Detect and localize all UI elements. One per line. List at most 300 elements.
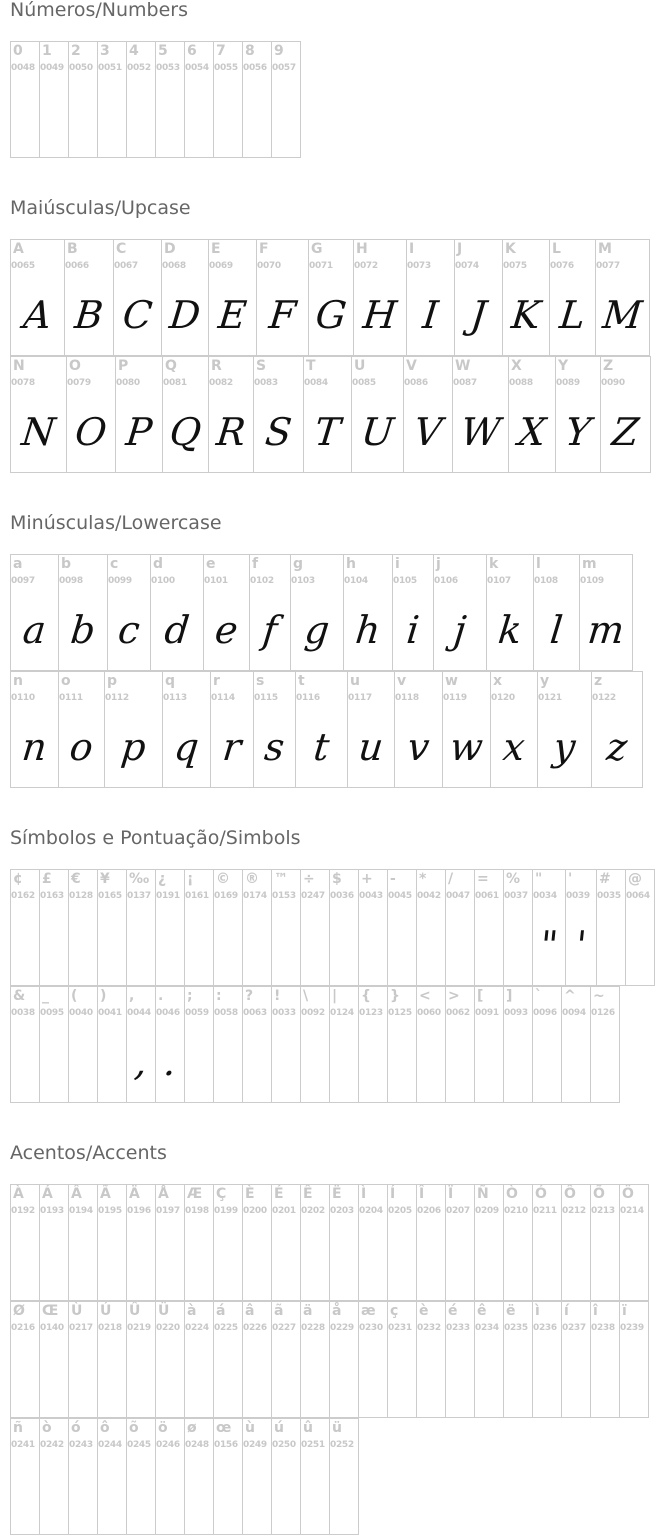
- glyph-cell: [561, 986, 591, 1103]
- glyph-character: k: [489, 556, 499, 572]
- glyph-character: o: [61, 673, 71, 689]
- glyph-character: R: [211, 358, 222, 374]
- glyph-code: 0074: [455, 261, 479, 271]
- glyph-cell: [249, 554, 291, 671]
- glyph-code: 0156: [214, 1440, 238, 1450]
- glyph-character: ¿: [158, 871, 167, 887]
- glyph-character: j: [436, 556, 441, 572]
- glyph-code: 0194: [69, 1206, 93, 1216]
- glyph-character: Z: [603, 358, 614, 374]
- glyph-cell: [474, 1184, 504, 1301]
- glyph-character: õ: [129, 1420, 139, 1436]
- glyph-cell: [445, 1184, 475, 1301]
- glyph-preview: U: [359, 410, 396, 454]
- glyph-cell: [537, 671, 592, 788]
- glyph-character: æ: [361, 1303, 376, 1319]
- glyph-character: u: [350, 673, 360, 689]
- glyph-cell: [303, 356, 352, 473]
- glyph-code: 0198: [185, 1206, 209, 1216]
- glyph-preview: Z: [609, 410, 642, 454]
- glyph-code: 0104: [344, 576, 368, 586]
- glyph-cell: [97, 869, 127, 986]
- glyph-cell: [126, 986, 156, 1103]
- glyph-cell: [39, 1184, 69, 1301]
- glyph-character: ê: [477, 1303, 487, 1319]
- glyph-character: h: [346, 556, 356, 572]
- glyph-preview: C: [120, 293, 155, 337]
- glyph-preview: P: [123, 410, 155, 454]
- glyph-cell: [213, 41, 243, 158]
- glyph-character: l: [536, 556, 541, 572]
- glyph-cell: [486, 554, 534, 671]
- glyph-cell: [113, 239, 162, 356]
- glyph-row: [10, 1184, 648, 1301]
- section-title: Minúsculas/Lowercase: [10, 512, 222, 534]
- glyph-cell: [403, 356, 453, 473]
- glyph-preview: J: [468, 293, 489, 337]
- glyph-cell: [329, 986, 359, 1103]
- glyph-code: 0089: [556, 378, 580, 388]
- glyph-code: 0250: [272, 1440, 296, 1450]
- glyph-preview: L: [557, 293, 588, 337]
- glyph-cell: [271, 1418, 301, 1535]
- glyph-preview: q: [172, 725, 201, 769]
- glyph-code: 0137: [127, 891, 151, 901]
- glyph-cell: [66, 356, 116, 473]
- glyph-code: 0212: [562, 1206, 586, 1216]
- glyph-cell: [162, 671, 211, 788]
- glyph-cell: [416, 986, 446, 1103]
- glyph-row: [10, 239, 650, 356]
- glyph-cell: [155, 41, 185, 158]
- glyph-cell: [392, 554, 434, 671]
- glyph-code: 0248: [185, 1440, 209, 1450]
- glyph-code: 0199: [214, 1206, 238, 1216]
- glyph-character: ': [568, 871, 573, 887]
- glyph-character: ¢: [13, 871, 23, 887]
- glyph-character: Ñ: [477, 1186, 489, 1202]
- glyph-code: 0092: [301, 1008, 325, 1018]
- glyph-code: 0102: [250, 576, 274, 586]
- glyph-code: 0125: [388, 1008, 412, 1018]
- glyph-code: 0201: [272, 1206, 296, 1216]
- glyph-preview: N: [19, 410, 58, 454]
- glyph-character: s: [256, 673, 265, 689]
- glyph-character: Ù: [71, 1303, 83, 1319]
- glyph-character: A: [13, 241, 24, 257]
- glyph-character: ©: [216, 871, 230, 887]
- glyph-cell: [454, 239, 503, 356]
- glyph-grid: [10, 1184, 648, 1535]
- glyph-cell: [68, 1184, 98, 1301]
- glyph-code: 0036: [330, 891, 354, 901]
- glyph-cell: [184, 869, 214, 986]
- glyph-character: É: [274, 1186, 284, 1202]
- glyph-code: 0045: [388, 891, 412, 901]
- glyph-row: [10, 869, 654, 986]
- glyph-character: C: [116, 241, 127, 257]
- glyph-preview: I: [420, 293, 441, 337]
- glyph-code: 0033: [272, 1008, 296, 1018]
- glyph-character: Q: [165, 358, 177, 374]
- glyph-code: 0051: [98, 63, 122, 73]
- glyph-code: 0096: [533, 1008, 557, 1018]
- glyph-row: [10, 356, 650, 473]
- glyph-cell: [394, 671, 443, 788]
- glyph-character: 9: [274, 43, 284, 59]
- glyph-cell: [387, 986, 417, 1103]
- glyph-preview: T: [312, 410, 343, 454]
- glyph-code: 0111: [59, 693, 83, 703]
- glyph-code: 0040: [69, 1008, 93, 1018]
- glyph-code: 0084: [304, 378, 328, 388]
- glyph-code: 0123: [359, 1008, 383, 1018]
- glyph-character: 0: [13, 43, 23, 59]
- glyph-cell: [329, 1418, 359, 1535]
- glyph-cell: [39, 1301, 69, 1418]
- glyph-code: 0098: [59, 576, 83, 586]
- glyph-character: ^: [564, 988, 576, 1004]
- glyph-code: 0213: [591, 1206, 615, 1216]
- glyph-code: 0087: [453, 378, 477, 388]
- glyph-code: 0252: [330, 1440, 354, 1450]
- glyph-code: 0251: [301, 1440, 325, 1450]
- glyph-preview: H: [361, 293, 399, 337]
- glyph-cell: [126, 41, 156, 158]
- glyph-code: 0116: [296, 693, 320, 703]
- glyph-code: 0042: [417, 891, 441, 901]
- glyph-grid: [10, 554, 642, 788]
- glyph-cell: [416, 1301, 446, 1418]
- glyph-code: 0079: [67, 378, 91, 388]
- glyph-code: 0195: [98, 1206, 122, 1216]
- glyph-cell: [532, 869, 566, 986]
- glyph-character: œ: [216, 1420, 232, 1436]
- glyph-character: L: [552, 241, 561, 257]
- glyph-cell: [416, 869, 446, 986]
- glyph-cell: [253, 356, 304, 473]
- glyph-cell: [68, 41, 98, 158]
- glyph-preview: k: [496, 608, 524, 652]
- glyph-code: 0108: [534, 576, 558, 586]
- glyph-character: Ô: [564, 1186, 576, 1202]
- glyph-character: I: [409, 241, 415, 257]
- glyph-cell: [10, 671, 59, 788]
- glyph-cell: [39, 986, 69, 1103]
- glyph-character: ": [535, 871, 543, 887]
- glyph-preview: e: [212, 608, 241, 652]
- glyph-code: 0091: [475, 1008, 499, 1018]
- glyph-character: E: [211, 241, 221, 257]
- glyph-cell: [503, 1301, 533, 1418]
- section-title: Maiúsculas/Upcase: [10, 197, 191, 219]
- glyph-code: 0227: [272, 1323, 296, 1333]
- glyph-code: 0210: [504, 1206, 528, 1216]
- glyph-character: á: [216, 1303, 226, 1319]
- glyph-code: 0047: [446, 891, 470, 901]
- glyph-code: 0110: [11, 693, 35, 703]
- glyph-code: 0101: [204, 576, 228, 586]
- glyph-code: 0117: [348, 693, 372, 703]
- glyph-code: 0080: [116, 378, 140, 388]
- glyph-code: 0126: [591, 1008, 615, 1018]
- glyph-cell: [242, 986, 272, 1103]
- glyph-preview: f: [260, 608, 280, 652]
- glyph-cell: [351, 356, 404, 473]
- glyph-code: 0214: [620, 1206, 644, 1216]
- glyph-cell: [445, 986, 475, 1103]
- glyph-code: 0120: [491, 693, 515, 703]
- glyph-cell: [184, 1418, 214, 1535]
- glyph-preview: l: [548, 608, 565, 652]
- glyph-code: 0219: [127, 1323, 151, 1333]
- glyph-character: $: [332, 871, 342, 887]
- glyph-character: .: [158, 988, 164, 1004]
- glyph-character: G: [311, 241, 323, 257]
- glyph-cell: [474, 986, 504, 1103]
- glyph-character: Ö: [622, 1186, 634, 1202]
- glyph-preview: D: [167, 293, 203, 337]
- glyph-cell: [126, 1184, 156, 1301]
- glyph-code: 0075: [503, 261, 527, 271]
- glyph-preview: h: [353, 608, 383, 652]
- glyph-character: p: [107, 673, 118, 689]
- glyph-character: Û: [129, 1303, 141, 1319]
- glyph-cell: [300, 869, 330, 986]
- glyph-preview: A: [21, 293, 54, 337]
- glyph-cell: [347, 671, 395, 788]
- glyph-code: 0225: [214, 1323, 238, 1333]
- glyph-character: M: [598, 241, 612, 257]
- glyph-cell: [300, 1184, 330, 1301]
- glyph-cell: [155, 1418, 185, 1535]
- glyph-code: 0039: [566, 891, 590, 901]
- glyph-cell: [203, 554, 250, 671]
- glyph-character: P: [118, 358, 129, 374]
- glyph-character: m: [582, 556, 597, 572]
- glyph-preview: j: [451, 608, 469, 652]
- glyph-character: c: [110, 556, 119, 572]
- glyph-cell: [625, 869, 655, 986]
- glyph-code: 0086: [404, 378, 428, 388]
- glyph-code: 0063: [243, 1008, 267, 1018]
- glyph-code: 0078: [11, 378, 35, 388]
- glyph-character: g: [293, 556, 304, 572]
- glyph-code: 0203: [330, 1206, 354, 1216]
- glyph-preview: b: [68, 608, 98, 652]
- glyph-preview: m: [585, 608, 627, 652]
- glyph-cell: [358, 1184, 388, 1301]
- glyph-preview: u: [356, 725, 386, 769]
- glyph-cell: [184, 41, 214, 158]
- glyph-preview: a: [20, 608, 49, 652]
- glyph-character: [: [477, 988, 484, 1004]
- glyph-code: 0121: [538, 693, 562, 703]
- glyph-cell: [532, 1184, 562, 1301]
- glyph-cell: [126, 1301, 156, 1418]
- glyph-code: 0038: [11, 1008, 35, 1018]
- glyph-code: 0064: [626, 891, 650, 901]
- glyph-cell: [353, 239, 407, 356]
- glyph-character: ñ: [13, 1420, 23, 1436]
- glyph-preview: K: [509, 293, 543, 337]
- glyph-code: 0119: [443, 693, 467, 703]
- glyph-code: 0088: [509, 378, 533, 388]
- glyph-cell: [184, 986, 214, 1103]
- glyph-row: [10, 986, 654, 1103]
- glyph-code: 0243: [69, 1440, 93, 1450]
- glyph-code: 0236: [533, 1323, 557, 1333]
- glyph-character: T: [306, 358, 316, 374]
- glyph-character: ï: [622, 1303, 627, 1319]
- glyph-character: å: [332, 1303, 342, 1319]
- glyph-code: 0070: [257, 261, 281, 271]
- glyph-character: z: [594, 673, 603, 689]
- glyph-preview: Q: [167, 410, 204, 454]
- glyph-cell: [474, 869, 504, 986]
- glyph-character: Ã: [100, 1186, 111, 1202]
- glyph-cell: [300, 986, 330, 1103]
- glyph-code: 0046: [156, 1008, 180, 1018]
- glyph-code: 0247: [301, 891, 325, 901]
- glyph-code: 0062: [446, 1008, 470, 1018]
- glyph-cell: [10, 869, 40, 986]
- glyph-cell: [68, 1301, 98, 1418]
- glyph-code: 0193: [40, 1206, 64, 1216]
- glyph-character: ä: [303, 1303, 313, 1319]
- glyph-preview: S: [263, 410, 294, 454]
- glyph-character: J: [457, 241, 463, 257]
- glyph-character: q: [165, 673, 176, 689]
- glyph-character: B: [67, 241, 78, 257]
- glyph-code: 0197: [156, 1206, 180, 1216]
- glyph-character: ]: [506, 988, 513, 1004]
- glyph-code: 0161: [185, 891, 209, 901]
- glyph-cell: [532, 986, 562, 1103]
- glyph-character: ÷: [303, 871, 315, 887]
- glyph-cell: [295, 671, 348, 788]
- glyph-character: Ê: [303, 1186, 313, 1202]
- glyph-cell: [579, 554, 633, 671]
- glyph-character: Î: [419, 1186, 425, 1202]
- glyph-character: Ì: [361, 1186, 367, 1202]
- glyph-character: t: [298, 673, 305, 689]
- glyph-character: F: [259, 241, 269, 257]
- glyph-character: Ä: [129, 1186, 140, 1202]
- section-title: Números/Numbers: [10, 0, 188, 21]
- glyph-character: ö: [158, 1420, 168, 1436]
- glyph-character: |: [332, 988, 338, 1004]
- glyph-character: Á: [42, 1186, 53, 1202]
- glyph-character: ì: [535, 1303, 540, 1319]
- glyph-cell: [107, 554, 151, 671]
- glyph-cell: [596, 869, 626, 986]
- glyph-cell: [290, 554, 344, 671]
- glyph-character: ,: [129, 988, 135, 1004]
- glyph-code: 0114: [211, 693, 235, 703]
- glyph-cell: [104, 671, 163, 788]
- glyph-cell: [561, 1301, 591, 1418]
- glyph-code: 0090: [601, 378, 625, 388]
- glyph-cell: [416, 1184, 446, 1301]
- glyph-preview: E: [216, 293, 249, 337]
- glyph-cell: [58, 554, 108, 671]
- glyph-cell: [97, 1301, 127, 1418]
- glyph-character: Æ: [187, 1186, 203, 1202]
- glyph-code: 0174: [243, 891, 267, 901]
- glyph-character: K: [505, 241, 516, 257]
- glyph-cell: [155, 1184, 185, 1301]
- glyph-code: 0053: [156, 63, 180, 73]
- glyph-code: 0115: [254, 693, 278, 703]
- glyph-code: 0233: [446, 1323, 470, 1333]
- glyph-code: 0205: [388, 1206, 412, 1216]
- glyph-code: 0052: [127, 63, 151, 73]
- glyph-character: 7: [216, 43, 226, 59]
- glyph-cell: [533, 554, 580, 671]
- glyph-character: à: [187, 1303, 197, 1319]
- glyph-cell: [68, 869, 98, 986]
- glyph-character: È: [245, 1186, 255, 1202]
- glyph-cell: [329, 1301, 359, 1418]
- glyph-code: 0242: [40, 1440, 64, 1450]
- glyph-cell: [39, 869, 69, 986]
- glyph-cell: [503, 986, 533, 1103]
- glyph-character: ó: [71, 1420, 81, 1436]
- glyph-code: 0056: [243, 63, 267, 73]
- glyph-character: ™: [274, 871, 288, 887]
- glyph-code: 0238: [591, 1323, 615, 1333]
- glyph-character: Â: [71, 1186, 82, 1202]
- glyph-row: [10, 1301, 648, 1418]
- glyph-code: 0057: [272, 63, 296, 73]
- glyph-character: >: [448, 988, 460, 1004]
- glyph-cell: [561, 1184, 591, 1301]
- glyph-cell: [208, 356, 254, 473]
- glyph-character: â: [245, 1303, 255, 1319]
- glyph-character: W: [455, 358, 471, 374]
- glyph-cell: [10, 239, 65, 356]
- glyph-code: 0107: [487, 576, 511, 586]
- glyph-character: X: [511, 358, 522, 374]
- glyph-character: !: [274, 988, 281, 1004]
- glyph-preview: x: [500, 725, 528, 769]
- glyph-character: è: [419, 1303, 429, 1319]
- glyph-character: ¡: [187, 871, 194, 887]
- glyph-character: S: [256, 358, 267, 374]
- glyph-cell: [155, 1301, 185, 1418]
- glyph-code: 0067: [114, 261, 138, 271]
- glyph-code: 0095: [40, 1008, 64, 1018]
- glyph-character: b: [61, 556, 72, 572]
- glyph-cell: [213, 1418, 243, 1535]
- glyph-preview: ": [537, 923, 561, 967]
- glyph-code: 0216: [11, 1323, 35, 1333]
- glyph-character: U: [354, 358, 366, 374]
- glyph-row: [10, 554, 642, 671]
- glyph-cell: [253, 671, 296, 788]
- glyph-cell: [10, 986, 40, 1103]
- glyph-cell: [442, 671, 491, 788]
- glyph-code: 0072: [354, 261, 378, 271]
- glyph-character: Õ: [593, 1186, 605, 1202]
- glyph-preview: B: [72, 293, 106, 337]
- glyph-character: 6: [187, 43, 197, 59]
- glyph-cell: [242, 41, 272, 158]
- glyph-character: \: [303, 988, 309, 1004]
- glyph-character: Ï: [448, 1186, 454, 1202]
- glyph-cell: [242, 1418, 272, 1535]
